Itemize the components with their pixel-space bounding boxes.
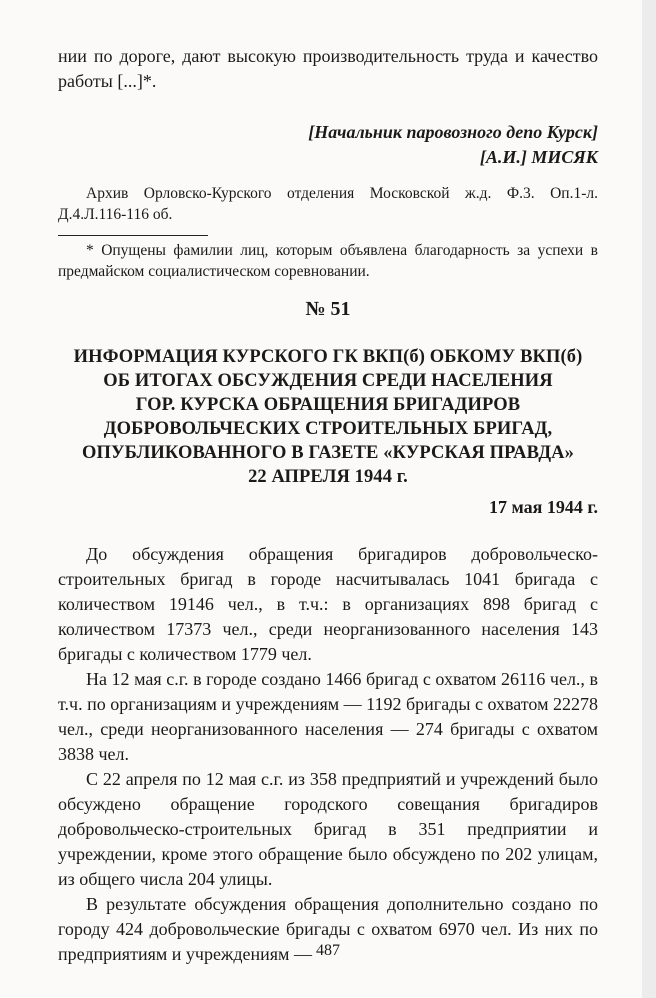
footnote-block bbox=[58, 240, 598, 282]
archive-reference: Архив Орловско-Курского отделения Московской ж.д. Ф.3. Оп.1-л. Д.4.Л.116-116 об. bbox=[58, 185, 598, 223]
footnote-rule-block bbox=[58, 235, 598, 236]
page-number: 487 bbox=[316, 942, 340, 959]
footnote-divider bbox=[58, 235, 208, 236]
page-number-block bbox=[58, 942, 598, 960]
title-line: ГОР. КУРСКА ОБРАЩЕНИЯ БРИГАДИРОВ bbox=[135, 395, 521, 415]
signature-position: [Начальник паровозного депо Курск] bbox=[308, 122, 598, 142]
title-line: ОБ ИТОГАХ ОБСУЖДЕНИЯ СРЕДИ НАСЕЛЕНИЯ bbox=[103, 371, 553, 391]
signature-block bbox=[58, 120, 598, 170]
document-number: № 51 bbox=[305, 298, 351, 320]
document-date: 17 мая 1944 г. bbox=[488, 497, 598, 517]
document-date-block bbox=[58, 497, 598, 518]
document-title-block bbox=[58, 345, 598, 489]
body-paragraph: В результате обсуждения обращения дополнительно создано по городу 424 добровольческие бригады с охватом 6970 чел. Из них по предприятиям и учреждениям — bbox=[58, 894, 598, 964]
footnote-text: * Опущены фамилии лиц, которым объявлена благодарность за успехи в предмайском социалистическом соревновании. bbox=[58, 242, 598, 280]
body-block bbox=[58, 542, 598, 967]
continuation-block bbox=[58, 44, 598, 94]
body-paragraph: С 22 апреля по 12 мая с.г. из 358 предприятий и учреждений было обсуждено обращение городского совещания бригадиров добровольческо-строительных бригад в 351 предприятии и учреждении, кроме этого обращение было обсуждено по 202 улицам, из общего числа 204 улицы. bbox=[58, 769, 598, 889]
signature-name: [А.И.] МИСЯК bbox=[479, 147, 598, 167]
continuation-text: нии по дороге, дают высокую производительность труда и качество работы [...]*. bbox=[58, 46, 598, 91]
document-number-block bbox=[58, 298, 598, 321]
title-line: ОПУБЛИКОВАННОГО В ГАЗЕТЕ «КУРСКАЯ ПРАВДА» bbox=[82, 443, 574, 463]
title-line: ДОБРОВОЛЬЧЕСКИХ СТРОИТЕЛЬНЫХ БРИГАД, bbox=[103, 419, 553, 439]
body-paragraph: На 12 мая с.г. в городе создано 1466 бригад с охватом 26116 чел., в т.ч. по организациям и учреждениям — 1192 бригады с охватом 22278 чел., среди неорганизованного населения — 274 бригады с охватом 3838 чел. bbox=[58, 669, 598, 764]
body-paragraph: До обсуждения обращения бригадиров добровольческо-строительных бригад в городе насчитывалась 1041 бригада с количеством 19146 чел., в т.ч.: в организациях 898 бригад с количеством 17373 чел., среди неорганизованного населения 143 бригады с количеством 1779 чел. bbox=[58, 544, 598, 664]
title-line: ИНФОРМАЦИЯ КУРСКОГО ГК ВКП(б) ОБКОМУ ВКП(б) bbox=[73, 347, 583, 367]
archive-block bbox=[58, 183, 598, 225]
title-line: 22 АПРЕЛЯ 1944 г. bbox=[248, 467, 408, 487]
